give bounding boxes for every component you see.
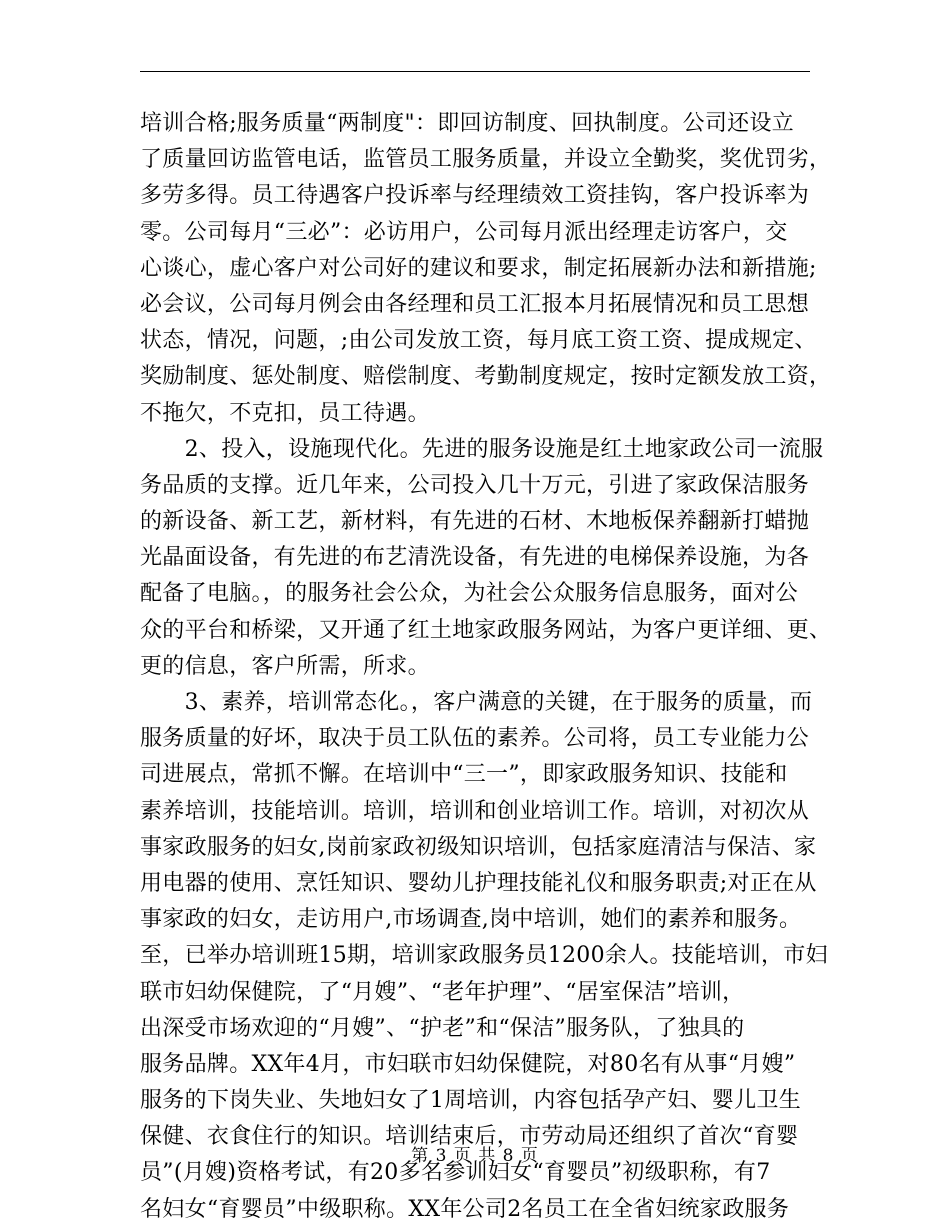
text-line: 多劳多得。员工待遇客户投诉率与经理绩效工资挂钩，客户投诉率为 bbox=[140, 183, 810, 209]
text-line: 名妇女“育婴员”中级职称。XX年公司2名员工在全省妇统家政服务 bbox=[140, 1196, 790, 1222]
page-footer: 第 3 页 共 8 页 bbox=[411, 1146, 539, 1166]
text-line: 众的平台和桥梁，又开通了红土地家政服务网站，为客户更详细、更、 bbox=[140, 617, 832, 643]
text-line: 服务质量的好坏，取决于员工队伍的素养。公司将，员工专业能力公 bbox=[140, 726, 810, 752]
text-line: 事家政的妇女，走访用户,市场调查,岗中培训，她们的素养和服务。 bbox=[140, 907, 802, 933]
text-line: 员”(月嫂)资格考试，有20多名参训妇女“育婴员”初级职称，有7 bbox=[140, 1160, 771, 1186]
text-line: 奖励制度、惩处制度、赔偿制度、考勤制度规定，按时定额发放工资， bbox=[140, 364, 832, 390]
text-line: 用电器的使用、烹饪知识、婴幼儿护理技能礼仪和服务职责;对正在从 bbox=[140, 870, 817, 896]
text-line: 必会议，公司每月例会由各经理和员工汇报本月拓展情况和员工思想 bbox=[140, 291, 810, 317]
text-line: 2、投入，设施现代化。先进的服务设施是红土地家政公司一流服 bbox=[140, 436, 824, 462]
text-line: 不拖欠，不克扣，员工待遇。 bbox=[140, 400, 430, 426]
text-line: 司进展点，常抓不懈。在培训中“三一”，即家政服务知识、技能和 bbox=[140, 762, 788, 788]
text-line: 的新设备、新工艺，新材料，有先进的石材、木地板保养翻新打蜡抛 bbox=[140, 509, 810, 535]
text-line: 了质量回访监管电话，监管员工服务质量，并设立全勤奖，奖优罚劣， bbox=[140, 147, 832, 173]
text-line: 服务品牌。XX年4月，市妇联市妇幼保健院，对80名有从事“月嫂” bbox=[140, 1051, 796, 1077]
text-line: 更的信息，客户所需，所求。 bbox=[140, 653, 430, 679]
body-text bbox=[140, 106, 832, 1228]
text-line: 联市妇幼保健院，了“月嫂”、“老年护理”、“居室保洁”培训， bbox=[140, 979, 745, 1005]
text-line: 事家政服务的妇女,岗前家政初级知识培训，包括家庭清洁与保洁、家 bbox=[140, 834, 817, 860]
text-line: 务品质的支撑。近几年来，公司投入几十万元，引进了家政保洁服务 bbox=[140, 472, 810, 498]
text-line: 保健、衣食住行的知识。培训结束后，市劳动局还组织了首次“育婴 bbox=[140, 1124, 799, 1150]
text-line: 出深受市场欢迎的“月嫂”、“护老”和“保洁”服务队，了独具的 bbox=[140, 1015, 745, 1041]
text-line: 服务的下岗失业、失地妇女了1周培训，内容包括孕产妇、婴儿卫生 bbox=[140, 1088, 801, 1114]
text-line: 配备了电脑。，的服务社会公众，为社会公众服务信息服务，面对公 bbox=[140, 581, 799, 607]
text-line: 至，已举办培训班15期，培训家政服务员1200余人。技能培训，市妇 bbox=[140, 943, 828, 969]
text-line: 光晶面设备，有先进的布艺清洗设备，有先进的电梯保养设施，为各 bbox=[140, 545, 810, 571]
text-line: 3、素养，培训常态化。，客户满意的关键，在于服务的质量，而 bbox=[140, 690, 813, 715]
text-line: 素养培训，技能培训。培训，培训和创业培训工作。培训，对初次从 bbox=[140, 798, 810, 824]
text-line: 零。公司每月“三必”：必访用户，公司每月派出经理走访客户，交 bbox=[140, 219, 788, 245]
text-line: 培训合格;服务质量“两制度"：即回访制度、回执制度。公司还设立 bbox=[140, 111, 795, 136]
header-rule bbox=[140, 71, 810, 72]
text-line: 状态，情况，问题，;由公司发放工资，每月底工资工资、提成规定、 bbox=[140, 328, 817, 354]
text-line: 心谈心，虚心客户对公司好的建议和要求，制定拓展新办法和新措施; bbox=[140, 255, 817, 281]
